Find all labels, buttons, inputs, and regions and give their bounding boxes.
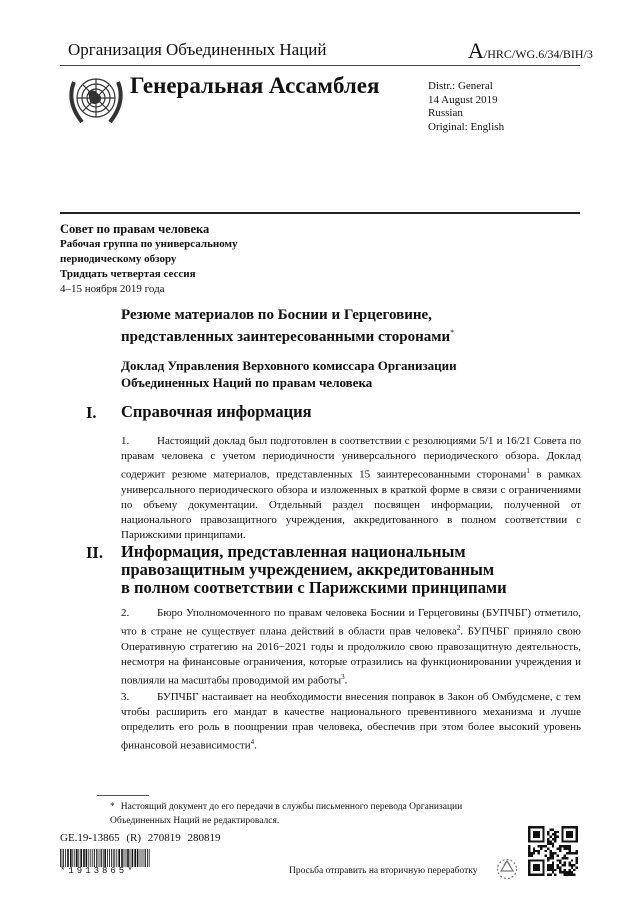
paragraph-number: 2. (121, 607, 130, 619)
footnote (110, 800, 510, 828)
paragraph-number: 3. (121, 691, 130, 703)
date: 14 August 2019 (428, 93, 498, 106)
paragraph-text: БУПЧБГ настаивает на необходимости внесения поправок в Закон об Омбудсмене, с тем чтобы расширить его мандат в качестве национального превентивного механизма и лучше определить его роль в поощрении прав человека, обеспечив при этом более высокий уровень финансовой независимости (121, 691, 581, 752)
document-symbol (468, 38, 593, 64)
council-name: Совет по правам человека (60, 222, 210, 236)
paragraph-text: . БУПЧБГ приняло свою Оперативную стратегию на 2016−2021 годы и продолжило свою правозащитную деятельность, несмотря на финансовые ограничения, которые отразились на функционировании учреждения и повлияли на масштабы проводимой им работы (121, 625, 581, 687)
paragraph-text: . (254, 739, 257, 752)
header-rule (60, 65, 580, 66)
paragraph-1 (121, 434, 581, 543)
footnote-ref[interactable]: 4 (250, 738, 255, 746)
footnote-text: Настоящий документ до его передачи в службы письменного перевода Организации Объединенных Наций не редактировался. (110, 802, 463, 826)
council-block (60, 222, 238, 297)
paragraph-text: Настоящий доклад был подготовлен в соответствии с резолюциями 5/1 и 16/21 Совета по правам человека с учетом периодичности универсального периодического обзора. Доклад содержит резюме материалов, представленных 15 заинтересованными сторонами (121, 435, 581, 481)
recycle-icon (496, 858, 518, 880)
symbol-prefix: A (468, 38, 484, 63)
title-line: Резюме материалов по Боснии и Герцеговине, (121, 307, 432, 323)
language: Russian (428, 107, 463, 119)
footnote-marker: * (110, 802, 115, 812)
organization-name: Организация Объединенных Наций (68, 40, 327, 59)
heading-line: в полном соответствии с Парижскими принципами (121, 578, 507, 597)
paragraph-text: . (344, 674, 348, 687)
original-language: Original: English (428, 120, 505, 133)
job-number: GE.19-13865 (R) 270819 280819 (60, 832, 221, 844)
footnote-marker[interactable]: * (450, 328, 455, 337)
heading-rule (60, 212, 580, 214)
paragraph-2 (121, 606, 581, 688)
heading-line: правозащитным учреждением, аккредитованным (121, 560, 495, 579)
recycle-note: Просьба отправить на вторичную переработку (289, 866, 478, 876)
barcode-icon (60, 849, 150, 867)
subtitle-line: Объединенных Наций по правам человека (121, 375, 373, 390)
paragraph-text: в рамках универсального периодического обзора и изложенных в краткой форме в связи с ограничениями по объему документации. Отдельный раздел посвящен информации, полученной от национального правозащитного учреждения, аккредитованного в полном соответствии с Парижскими принципами. (121, 468, 581, 541)
barcode-number: *1913865* (60, 866, 136, 876)
session-dates: 4–15 ноября 2019 года (60, 283, 165, 295)
working-group-cont: периодическому обзору (60, 253, 177, 265)
heading-line: Информация, представленная национальным (121, 542, 466, 561)
distribution: Distr.: General (428, 80, 493, 92)
section-number: II. (86, 543, 103, 562)
paragraph-text: Бюро Уполномоченного по правам человека Боснии и Герцеговины (БУПЧБГ) отметило, что в стране не существует плана действий в области прав человека (121, 607, 581, 638)
section-number: I. (86, 403, 97, 422)
document-subtitle (121, 357, 561, 391)
paragraph-number: 1. (121, 435, 130, 447)
footnote-ref[interactable]: 2 (456, 624, 461, 632)
qr-code-icon[interactable] (527, 826, 579, 876)
section-heading: Справочная информация (121, 402, 312, 421)
session: Тридцать четвертая сессия (60, 268, 196, 280)
subtitle-line: Доклад Управления Верховного комиссара Организации (121, 358, 457, 373)
working-group: Рабочая группа по универсальному (60, 238, 238, 250)
footnote-rule (97, 795, 149, 796)
footnote-ref[interactable]: 3 (341, 672, 345, 681)
section-heading (121, 543, 521, 597)
symbol-rest: /HRC/WG.6/34/BIH/3 (483, 47, 593, 61)
title-line: представленных заинтересованными сторонами (121, 329, 451, 345)
distribution-block (428, 80, 504, 134)
paragraph-3 (121, 690, 581, 754)
footnote-ref[interactable]: 1 (526, 467, 530, 475)
document-title (121, 306, 561, 346)
un-emblem-icon (64, 70, 128, 130)
general-assembly-title: Генеральная Ассамблея (130, 73, 380, 98)
